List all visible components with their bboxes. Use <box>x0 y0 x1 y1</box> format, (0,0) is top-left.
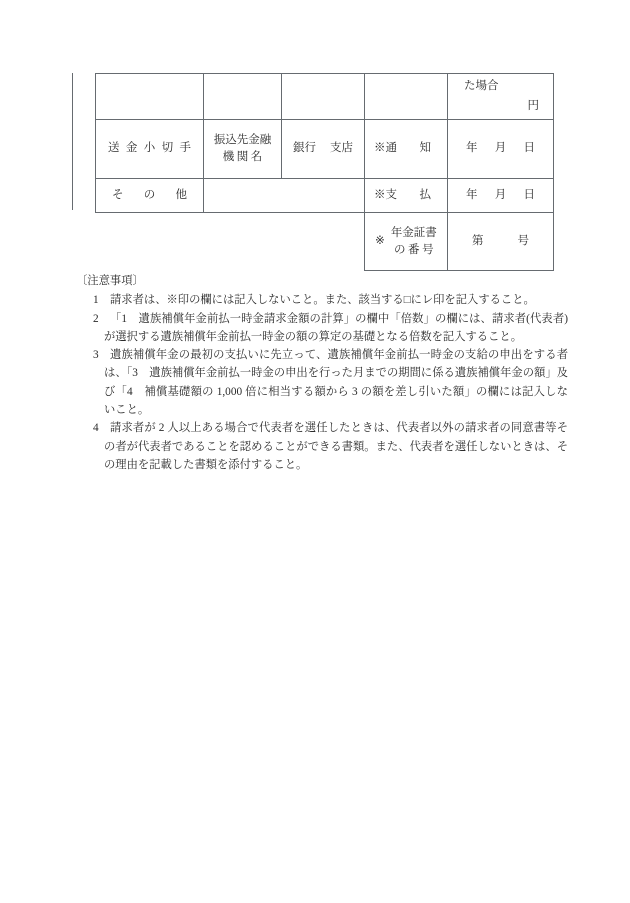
table-row-header <box>96 74 554 120</box>
empty-branch-header <box>282 74 365 120</box>
payment-marker-label <box>365 179 448 213</box>
notice-year-unit: 年 <box>466 142 478 155</box>
currency-unit-yen: 円 <box>527 100 539 113</box>
table-row-other <box>96 179 554 213</box>
case-condition-text: た場合 <box>464 80 499 92</box>
notice-date-field <box>448 120 554 179</box>
bank-branch-label <box>282 120 365 179</box>
pension-certificate-number-label <box>365 213 448 271</box>
left-margin-rule <box>72 73 73 210</box>
other-method-label <box>96 179 204 213</box>
notice-day-unit: 日 <box>523 142 535 155</box>
number-suffix: 号 <box>517 234 529 247</box>
notes-heading: 〔注意事項〕 <box>76 275 144 287</box>
notice-month-unit: 月 <box>494 142 507 155</box>
note-item <box>0 310 630 347</box>
note-text: 遺族補償年金の最初の支払いに先立って、遺族補償年金前払一時金の支給の申出をする者は、「3 遺族補償年金前払一時金の申出を行った月までの期間に係る遺族補償年金の額」及び「4 補償基礎額の 1,000 倍に相当する額から 3 の額を差し引いた額」の欄には記入しないこと。 <box>104 349 568 417</box>
remittance-char-1: 送 <box>108 142 120 155</box>
note-number: 4 <box>93 422 99 435</box>
pension-certificate-number-field <box>448 213 554 271</box>
other-char-1: そ <box>112 188 124 201</box>
note-number: 1 <box>93 294 99 307</box>
notes-list <box>0 291 630 474</box>
notice-marker-label <box>365 120 448 179</box>
transfer-institution-line2: 機関名 <box>222 151 265 163</box>
other-institution-blank <box>204 179 365 213</box>
other-char-2: の <box>143 188 156 201</box>
empty-spacer <box>96 213 365 271</box>
table-row-pension-certificate <box>96 213 554 271</box>
bank-text: 銀行 <box>293 142 316 155</box>
branch-text: 支店 <box>330 142 353 155</box>
payment-year-unit: 年 <box>466 188 478 201</box>
payment-details-table <box>95 73 554 271</box>
payment-month-unit: 月 <box>494 188 507 201</box>
payment-marker-prefix: ※支 <box>374 188 397 201</box>
official-use-marker-icon: ※ <box>375 234 385 247</box>
note-number: 3 <box>93 349 99 362</box>
payment-day-unit: 日 <box>523 188 535 201</box>
payment-marker-text: 払 <box>419 188 431 201</box>
note-item <box>0 291 630 309</box>
note-text: 請求者は、※印の欄には記入しないこと。また、該当する□にレ印を記入すること。 <box>110 294 535 307</box>
other-char-3: 他 <box>175 188 187 201</box>
note-text: 請求者が 2 人以上ある場合で代表者を選任したときは、代表者以外の請求者の同意書等その者が代表者であることを認めることができる書類。また、代表者を選任しないときは、その理由を記載した書類を添付すること。 <box>104 422 568 471</box>
remittance-char-2: 金 <box>125 142 138 155</box>
remittance-check-label <box>96 120 204 179</box>
transfer-institution-line1: 振込先金融 <box>213 134 272 147</box>
form-table-block <box>0 0 630 280</box>
pension-certificate-line1: 年金証書 <box>390 226 437 239</box>
empty-institution-header <box>204 74 282 120</box>
notice-marker-text: 知 <box>419 142 431 155</box>
number-prefix: 第 <box>472 234 484 247</box>
empty-method-header <box>96 74 204 120</box>
empty-marker-header <box>365 74 448 120</box>
notice-marker-prefix: ※通 <box>374 142 397 155</box>
table-row-remittance-check <box>96 120 554 179</box>
notes-block <box>0 272 630 474</box>
note-item <box>0 419 630 474</box>
note-number: 2 <box>93 312 99 325</box>
note-item <box>0 346 630 419</box>
remittance-char-5: 手 <box>179 142 191 155</box>
remittance-char-3: 小 <box>143 142 156 155</box>
transfer-institution-label <box>204 120 282 179</box>
payment-date-field <box>448 179 554 213</box>
case-amount-header <box>448 74 554 120</box>
remittance-char-4: 切 <box>161 142 174 155</box>
note-text: 「1 遺族補償年金前払一時金請求金額の計算」の欄中「倍数」の欄には、請求者(代表者)が選択する遺族補償年金前払一時金の額の算定の基礎となる倍数を記入すること。 <box>104 312 568 343</box>
pension-certificate-line2: の番号 <box>394 243 437 256</box>
